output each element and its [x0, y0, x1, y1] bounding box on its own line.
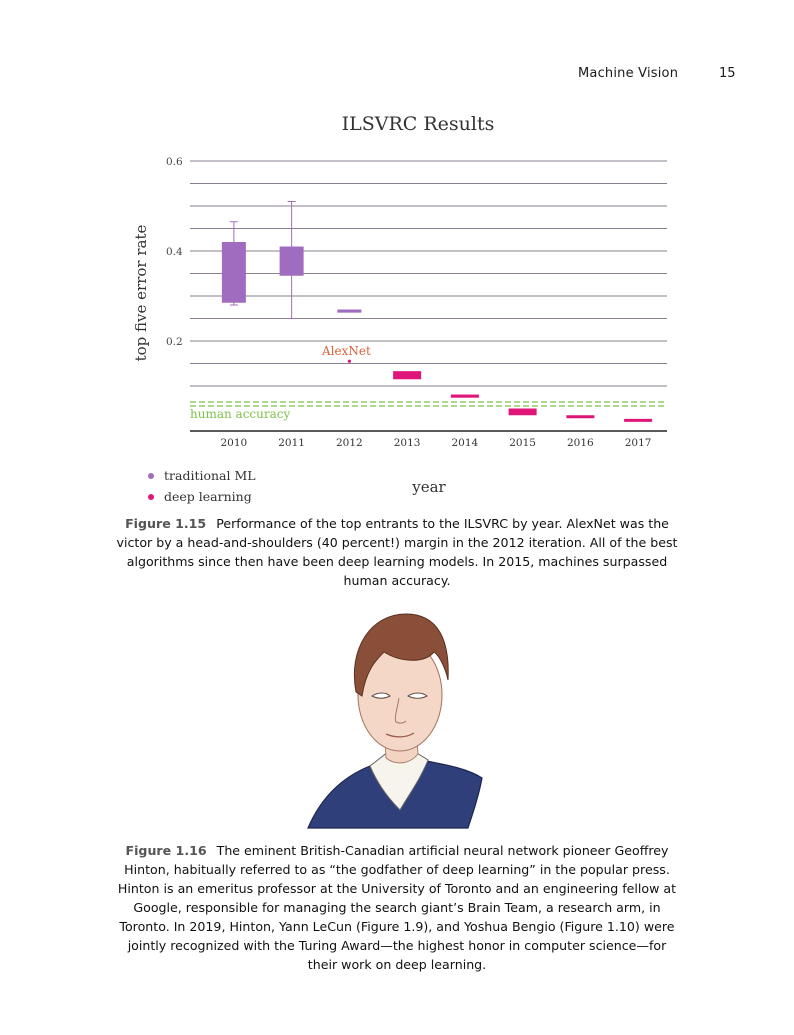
y-tick-label: 0.6: [166, 156, 183, 168]
legend-marker-deep-learning: [148, 494, 154, 500]
y-tick-label: 0.2: [166, 336, 183, 348]
x-tick-label: 2014: [451, 437, 479, 449]
chart-marks: [166, 156, 652, 449]
x-tick-label: 2013: [393, 437, 421, 449]
x-tick-label: 2015: [509, 437, 536, 449]
x-tick-label: 2017: [624, 437, 652, 449]
legend-label-traditional-ml: traditional ML: [164, 468, 256, 483]
box-mark: [566, 415, 594, 418]
running-head-title: Machine Vision: [578, 66, 679, 81]
figure-1-15-caption: [112, 514, 682, 590]
chart-gridlines: [190, 161, 667, 431]
box-mark: [509, 409, 537, 416]
chart-y-axis-label: top five error rate: [132, 224, 150, 362]
figure-1-16-text: The eminent British-Canadian artificial neural network pioneer Geoffrey Hinton, habitually referred to as “the godfather of deep learning” in the popular press. Hinton is an emeritus professor at the University of Toronto and an engineering fellow at Google, responsible for managing the search giant’s Brain Team, a research arm, in Toronto. In 2019, Hinton, Yann LeCun (Figure 1.9), and Yoshua Bengio (Figure 1.10) were jointly recognized with the Turing Award—the highest honor in computer science—for their work on deep learning.: [117, 843, 677, 972]
figure-1-16-label: Figure 1.16: [125, 843, 207, 858]
box-mark: [337, 310, 361, 313]
figure-1-15-label: Figure 1.15: [125, 516, 207, 531]
figure-1-16-caption: [112, 841, 682, 974]
x-tick-label: 2012: [336, 437, 363, 449]
geoffrey-hinton-portrait: [300, 600, 490, 832]
x-tick-label: 2016: [567, 437, 594, 449]
box-mark: [222, 242, 246, 303]
chart-title: ILSVRC Results: [341, 113, 495, 135]
alexnet-annotation: AlexNet: [322, 344, 371, 358]
running-head: [0, 66, 794, 86]
chart-legend: [148, 468, 256, 504]
figure-1-15-text: Performance of the top entrants to the ILSVRC by year. AlexNet was the victor by a head-and-shoulders (40 percent!) margin in the 2012 iteration. All of the best algorithms since then have been deep learning models. In 2015, machines surpassed human accuracy.: [116, 516, 678, 588]
chart-x-axis-label: year: [412, 478, 446, 496]
human-accuracy-label: human accuracy: [190, 407, 291, 421]
box-mark: [624, 419, 652, 422]
box-mark: [451, 395, 479, 398]
legend-marker-traditional-ml: [148, 473, 154, 479]
page-number: 15: [719, 66, 736, 81]
legend-label-deep-learning: deep learning: [164, 489, 252, 504]
box-mark: [393, 371, 421, 379]
y-tick-label: 0.4: [166, 246, 183, 258]
x-tick-label: 2011: [278, 437, 305, 449]
data-point: [348, 360, 351, 363]
box-mark: [280, 247, 304, 276]
ilsvrc-results-chart: [0, 100, 794, 515]
x-tick-label: 2010: [220, 437, 248, 449]
